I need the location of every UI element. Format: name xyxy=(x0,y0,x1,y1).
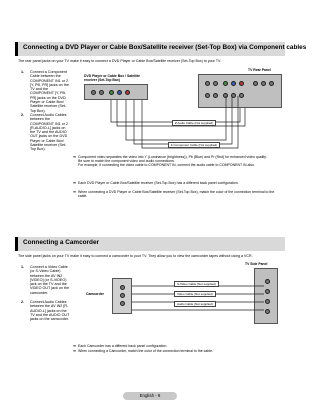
note-text: Each Camcorder has a different back panel configuration. xyxy=(78,344,168,348)
tv-side-panel-label: TV Side Panel xyxy=(245,262,268,266)
note-text: When connecting a Camcorder, match the color of the connection terminal to the cable. xyxy=(78,349,214,353)
step-number: 2. xyxy=(21,113,25,117)
section2-title: Connecting a Camcorder xyxy=(23,239,99,246)
step-marker: 1 xyxy=(171,143,173,147)
step-marker: 2 xyxy=(175,121,177,125)
step-text: Connect Audio Cables between the COMPONENT IN1 or 2 [R-AUDIO-L] jacks on the TV and the AUDIO OUT jacks on the DVD Player or Cable Box/ Satellite receiver (Set-Top Box). xyxy=(30,113,69,152)
note-text: For example, if connecting the video cable to COMPONENT IN, connect the audio cable to COMPONENT IN also. xyxy=(78,163,255,168)
note xyxy=(73,155,283,168)
section1-step-1 xyxy=(21,70,70,113)
step-number: 1. xyxy=(21,70,25,74)
step-text: Connect Audio Cables between the AV IN2 [R-AUDIO-L] jacks on the TV and the AUDIO OUT jacks on the camcorder. xyxy=(30,300,70,322)
step-text: Connect a Component Cable between the COMPONENT IN1 or 2 [Y, PB, PR] jacks on the TV and the COMPONENT [Y, PB, PR] jacks on the DVD Player or Cable Box/ Satellite receiver (Set-Top Box). xyxy=(30,70,69,113)
section1-intro: The rear panel jacks on your TV make it easy to connect a DVD Player or Cable Box/Satellite receiver (Set-Top Box) to your TV. xyxy=(18,59,222,63)
arrow-icon: ➡ xyxy=(73,190,76,194)
audio-cable-label: Audio Cable (Not supplied) xyxy=(174,301,216,307)
video-cable-label: Video Cable (Not supplied) xyxy=(174,291,216,297)
step-text: Connect a Video Cable (or S-Video Cable) between the AV IN2 [VIDEO] (or S-VIDEO) jack on the TV and the VIDEO OUT jack on the camcorder. xyxy=(30,265,70,295)
note-text: When connecting a DVD Player or Cable Box/Satellite receiver (Set-Top Box), match the color of the connection terminal to the cable. xyxy=(78,190,275,199)
tv-rear-panel-label: TV Rear Panel xyxy=(248,68,271,72)
section1-title: Connecting a DVD Player or Cable Box/Satellite receiver (Set-Top Box) via Component cables xyxy=(23,44,307,51)
note xyxy=(73,349,283,353)
section2-step-2 xyxy=(21,300,70,322)
section2-header xyxy=(15,237,285,251)
device-label: DVD Player or Cable Box / Satellite receiver (Set-Top Box) xyxy=(84,74,140,82)
cable-lines xyxy=(80,68,285,152)
note xyxy=(73,344,283,348)
camcorder-connection-diagram xyxy=(78,262,285,328)
svideo-cable-label: S-Video Cable (Not supplied) xyxy=(174,281,219,287)
arrow-icon: ➡ xyxy=(73,181,76,185)
section1-header xyxy=(15,42,307,56)
step-number: 1. xyxy=(21,265,25,269)
section1-step-2 xyxy=(21,113,70,152)
camcorder-label: Camcorder xyxy=(86,292,104,296)
cable-name: Audio Cable (Not supplied) xyxy=(177,121,214,125)
arrow-icon: ➡ xyxy=(73,344,76,348)
note-text: Be sure to match the component video and audio connections. xyxy=(78,159,175,164)
audio-cable-label xyxy=(172,120,216,126)
component-connection-diagram xyxy=(80,68,285,152)
section2-intro: The side panel jacks on your TV make it easy to connect a camcorder to your TV. They allow you to view the camcorder tapes without using a VCR. xyxy=(18,254,253,258)
page-number-badge: English - 9 xyxy=(123,392,177,400)
note-text: Component video separates the video into Y (Luminance (brightness)), Pb (Blue) and Pr (Red) for enhanced video quality. xyxy=(78,155,267,159)
arrow-icon: ➡ xyxy=(73,349,76,353)
arrow-icon: ➡ xyxy=(73,155,76,159)
component-cable-label xyxy=(168,142,220,148)
note-text: Each DVD Player or Cable Box/Satellite receiver (Set-Top Box) has a different back panel configuration. xyxy=(78,181,239,185)
note xyxy=(73,181,283,185)
section2-step-1 xyxy=(21,265,70,295)
note xyxy=(73,190,283,199)
cable-name: Component Cable (Not supplied) xyxy=(173,143,218,147)
step-number: 2. xyxy=(21,300,25,304)
